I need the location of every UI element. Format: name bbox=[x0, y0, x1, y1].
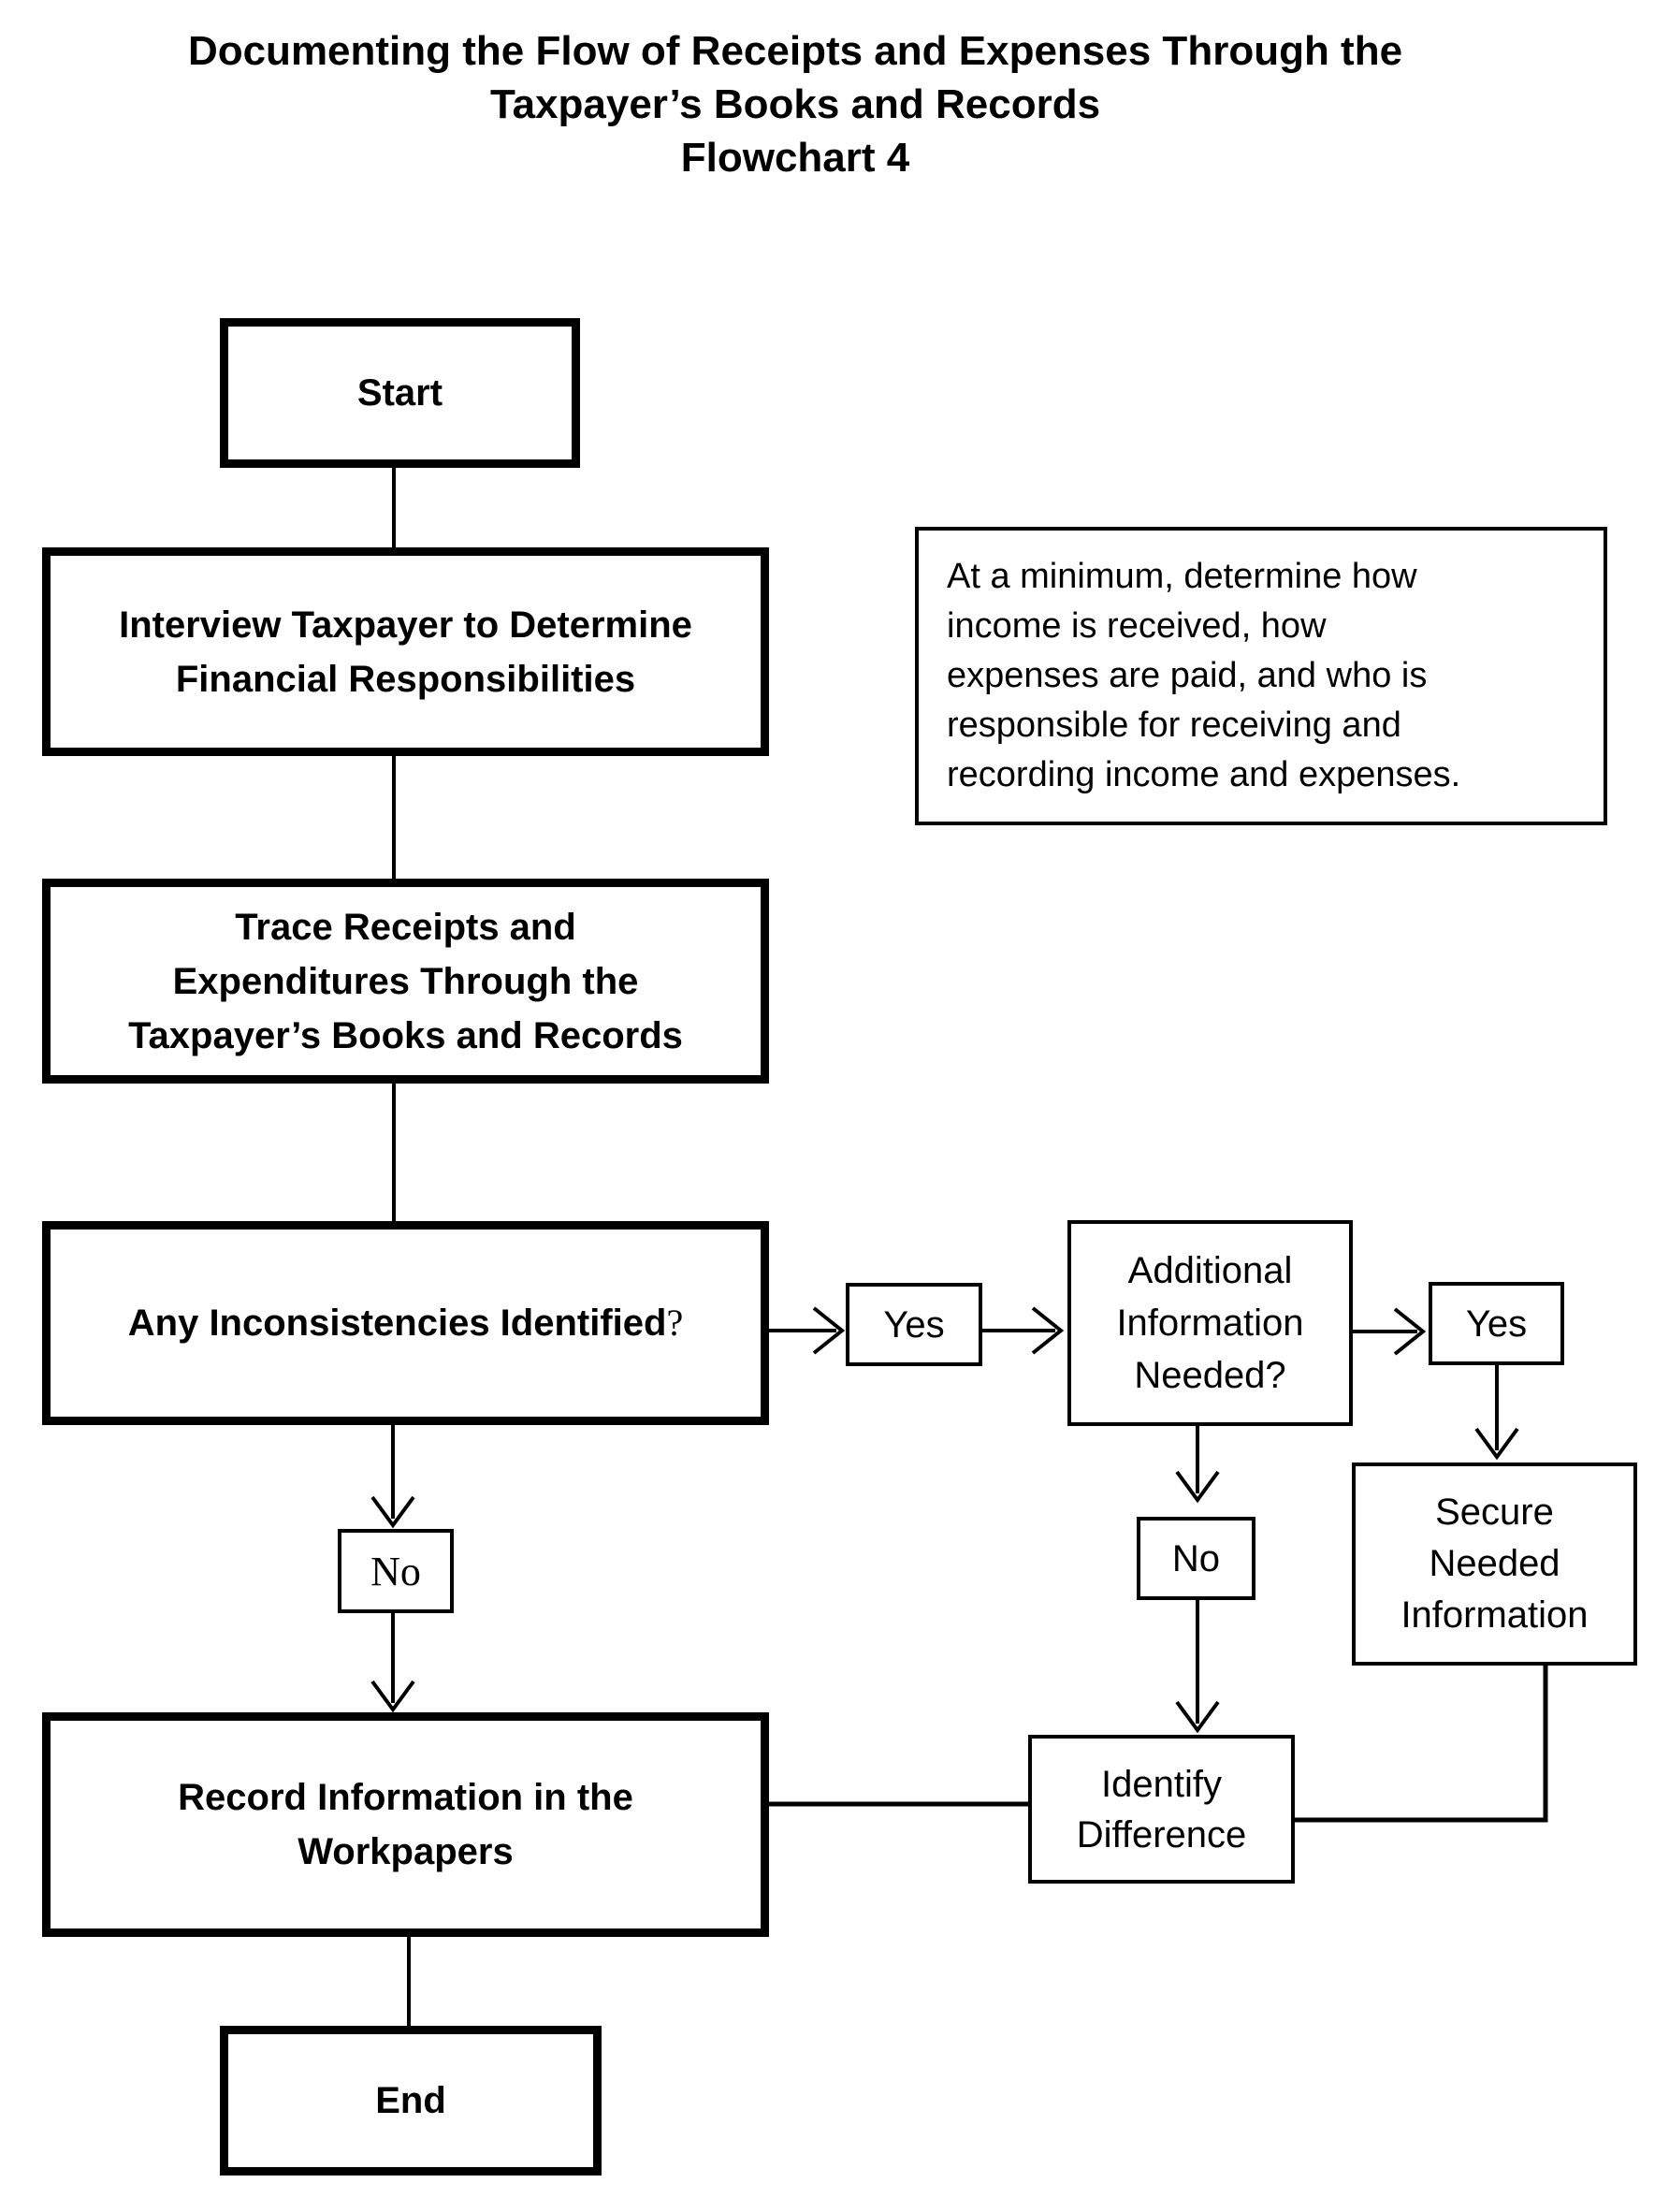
note-line-4: responsible for receiving and bbox=[947, 706, 1401, 745]
label-no-additional-info bbox=[1137, 1517, 1255, 1600]
title-line-2: Taxpayer’s Books and Records bbox=[489, 81, 1101, 127]
flowchart-title bbox=[70, 24, 1520, 184]
title-line-3: Flowchart 4 bbox=[680, 135, 910, 181]
node-additional-information bbox=[1067, 1220, 1353, 1426]
node-start bbox=[220, 318, 580, 468]
node-end-label: End bbox=[375, 2080, 446, 2121]
note-line-1: At a minimum, determine how bbox=[947, 557, 1417, 596]
note-line-3: expenses are paid, and who is bbox=[947, 656, 1428, 695]
node-interview-line-1: Interview Taxpayer to Determine bbox=[119, 604, 692, 646]
node-trace-line-2: Expenditures Through the bbox=[172, 960, 639, 1002]
node-record-line-2: Workpapers bbox=[298, 1831, 514, 1872]
inconsistencies-text: Any Inconsistencies Identified bbox=[127, 1302, 667, 1344]
node-identify-line-2: Difference bbox=[1076, 1813, 1247, 1855]
note-line-5: recording income and expenses. bbox=[947, 755, 1461, 794]
label-no-inconsistencies bbox=[338, 1529, 454, 1613]
node-trace-line-3: Taxpayer’s Books and Records bbox=[128, 1014, 683, 1056]
node-secure-line-2: Needed bbox=[1429, 1543, 1560, 1584]
node-secure-line-3: Information bbox=[1401, 1594, 1589, 1636]
node-record-information bbox=[42, 1712, 769, 1937]
node-record-line-1: Record Information in the bbox=[178, 1777, 633, 1818]
title-line-1: Documenting the Flow of Receipts and Expenses Through the bbox=[187, 28, 1403, 74]
node-any-inconsistencies-label bbox=[128, 1296, 683, 1350]
no1-text: No bbox=[370, 1548, 421, 1594]
node-interview-line-2: Financial Responsibilities bbox=[175, 658, 636, 700]
node-trace-receipts bbox=[42, 879, 769, 1084]
note-minimum-determination bbox=[915, 527, 1607, 825]
node-any-inconsistencies bbox=[42, 1221, 769, 1425]
yes2-text: Yes bbox=[1465, 1302, 1528, 1345]
label-yes-inconsistencies bbox=[846, 1283, 982, 1366]
node-identify-line-1: Identify bbox=[1101, 1763, 1222, 1805]
node-identify-difference bbox=[1028, 1735, 1295, 1884]
inconsistencies-question-mark: ? bbox=[666, 1302, 684, 1344]
yes1-text: Yes bbox=[883, 1303, 945, 1346]
node-trace-line-1: Trace Receipts and bbox=[235, 906, 576, 948]
no2-text: No bbox=[1171, 1537, 1221, 1579]
node-secure-line-1: Secure bbox=[1435, 1492, 1554, 1533]
node-additional-line-1: Additional bbox=[1127, 1250, 1293, 1291]
node-additional-line-3: Needed? bbox=[1134, 1355, 1286, 1396]
node-additional-line-2: Information bbox=[1116, 1302, 1304, 1344]
note-line-2: income is received, how bbox=[947, 606, 1327, 646]
node-end bbox=[220, 2026, 602, 2176]
node-start-label: Start bbox=[356, 372, 443, 414]
node-interview-taxpayer bbox=[42, 547, 769, 756]
label-yes-additional-info bbox=[1429, 1282, 1564, 1365]
node-secure-needed-information bbox=[1352, 1463, 1637, 1666]
